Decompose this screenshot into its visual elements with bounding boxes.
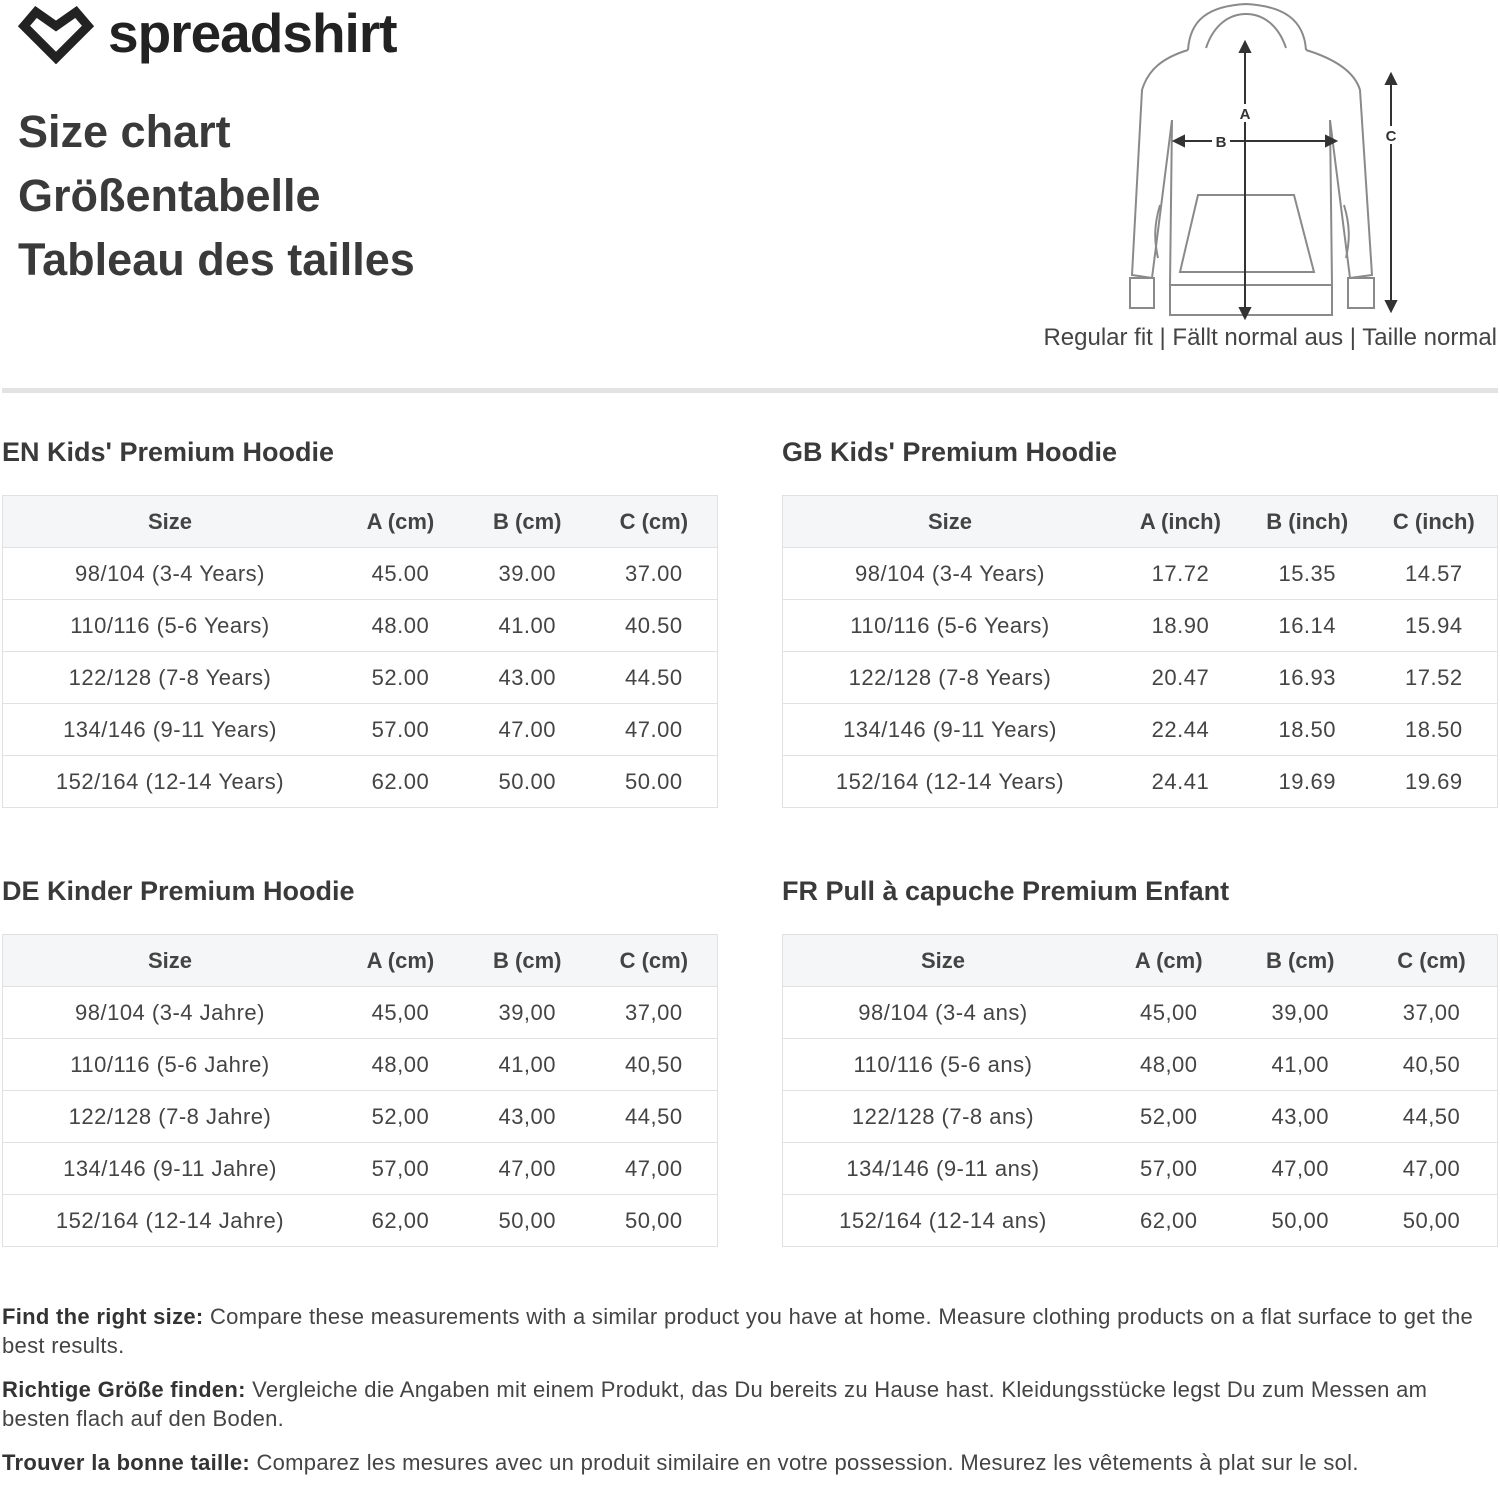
table-cell: 19.69	[1244, 756, 1371, 808]
table-cell: 134/146 (9-11 Years)	[783, 704, 1118, 756]
label-c: C	[1385, 128, 1397, 145]
table-cell: 134/146 (9-11 Years)	[3, 704, 338, 756]
table-cell: 110/116 (5-6 Years)	[783, 600, 1118, 652]
divider	[2, 388, 1498, 393]
column-header: B (cm)	[1235, 935, 1367, 987]
table-cell: 15.35	[1244, 548, 1371, 600]
table-cell: 20.47	[1117, 652, 1244, 704]
table-cell: 24.41	[1117, 756, 1244, 808]
table-header-row	[783, 935, 1498, 987]
table-header-row	[3, 496, 718, 548]
hoodie-measurement-diagram	[1118, 0, 1408, 325]
hoodie-outline	[1130, 4, 1374, 315]
title-en: Size chart	[18, 106, 231, 157]
table-cell: 39,00	[464, 987, 591, 1039]
column-header: C (inch)	[1371, 496, 1498, 548]
column-header: Size	[3, 496, 338, 548]
column-header: B (cm)	[464, 496, 591, 548]
table-cell: 40.50	[591, 600, 718, 652]
table-cell: 18.90	[1117, 600, 1244, 652]
table-row	[783, 1195, 1498, 1247]
column-header: B (cm)	[464, 935, 591, 987]
table-row	[3, 548, 718, 600]
table-cell: 44.50	[591, 652, 718, 704]
table-cell: 45.00	[337, 548, 464, 600]
table-cell: 50,00	[1235, 1195, 1367, 1247]
table-cell: 152/164 (12-14 Years)	[783, 756, 1118, 808]
table-cell: 122/128 (7-8 Jahre)	[3, 1091, 338, 1143]
table-cell: 48,00	[1103, 1039, 1235, 1091]
table-cell: 122/128 (7-8 Years)	[3, 652, 338, 704]
column-header: A (inch)	[1117, 496, 1244, 548]
table-row	[783, 987, 1498, 1039]
note-text: Comparez les mesures avec un produit similaire en votre possession. Mesurez les vêtements à plat sur le sol.	[250, 1450, 1359, 1475]
table-cell: 52.00	[337, 652, 464, 704]
table-cell: 47,00	[591, 1143, 718, 1195]
section-title: FR Pull à capuche Premium Enfant	[782, 876, 1230, 906]
size-table	[2, 495, 718, 808]
column-header: Size	[783, 496, 1118, 548]
table-cell: 45,00	[1103, 987, 1235, 1039]
table-row	[783, 652, 1498, 704]
table-cell: 47.00	[591, 704, 718, 756]
fit-caption: Regular fit | Fällt normal aus | Taille normal	[1043, 324, 1497, 351]
table-cell: 19.69	[1371, 756, 1498, 808]
sizing-notes	[2, 1302, 1492, 1492]
table-header-row	[783, 496, 1498, 548]
column-header: C (cm)	[591, 496, 718, 548]
table-row	[3, 987, 718, 1039]
table-cell: 44,50	[591, 1091, 718, 1143]
table-cell: 50,00	[464, 1195, 591, 1247]
table-cell: 152/164 (12-14 Jahre)	[3, 1195, 338, 1247]
table-cell: 98/104 (3-4 Jahre)	[3, 987, 338, 1039]
table-cell: 152/164 (12-14 ans)	[783, 1195, 1104, 1247]
table-cell: 52,00	[337, 1091, 464, 1143]
table-cell: 47,00	[464, 1143, 591, 1195]
table-cell: 16.14	[1244, 600, 1371, 652]
table-cell: 57.00	[337, 704, 464, 756]
table-cell: 17.72	[1117, 548, 1244, 600]
table-cell: 50.00	[464, 756, 591, 808]
table-cell: 15.94	[1371, 600, 1498, 652]
table-cell: 37.00	[591, 548, 718, 600]
size-table	[2, 934, 718, 1247]
size-table-gb	[782, 432, 1498, 808]
table-header-row	[3, 935, 718, 987]
table-cell: 43,00	[1235, 1091, 1367, 1143]
table-row	[783, 1039, 1498, 1091]
table-row	[3, 756, 718, 808]
section-title: DE Kinder Premium Hoodie	[2, 876, 355, 906]
label-b: B	[1215, 134, 1227, 151]
column-header: A (cm)	[337, 935, 464, 987]
column-header: A (cm)	[337, 496, 464, 548]
table-cell: 48,00	[337, 1039, 464, 1091]
size-table-de	[2, 871, 718, 1247]
title-de: Größentabelle	[18, 170, 321, 221]
column-header: B (inch)	[1244, 496, 1371, 548]
table-row	[783, 1143, 1498, 1195]
table-row	[3, 1143, 718, 1195]
section-title: GB Kids' Premium Hoodie	[782, 437, 1117, 467]
table-cell: 98/104 (3-4 Years)	[783, 548, 1118, 600]
table-cell: 122/128 (7-8 Years)	[783, 652, 1118, 704]
table-cell: 40,50	[1366, 1039, 1498, 1091]
table-cell: 50.00	[591, 756, 718, 808]
table-row	[783, 548, 1498, 600]
note-text: Compare these measurements with a similar product you have at home. Measure clothing products on a flat surface to get the best results.	[2, 1304, 1474, 1358]
table-row	[3, 1039, 718, 1091]
table-cell: 43,00	[464, 1091, 591, 1143]
table-cell: 110/116 (5-6 Jahre)	[3, 1039, 338, 1091]
table-cell: 40,50	[591, 1039, 718, 1091]
table-cell: 62,00	[1103, 1195, 1235, 1247]
heart-logo-icon	[18, 2, 94, 64]
brand-name: spreadshirt	[108, 1, 397, 64]
table-cell: 62,00	[337, 1195, 464, 1247]
table-cell: 134/146 (9-11 ans)	[783, 1143, 1104, 1195]
table-row	[3, 704, 718, 756]
table-cell: 57,00	[337, 1143, 464, 1195]
page-titles	[18, 100, 415, 292]
size-table	[782, 934, 1498, 1247]
table-cell: 57,00	[1103, 1143, 1235, 1195]
table-cell: 110/116 (5-6 ans)	[783, 1039, 1104, 1091]
table-cell: 39.00	[464, 548, 591, 600]
table-cell: 152/164 (12-14 Years)	[3, 756, 338, 808]
table-cell: 37,00	[591, 987, 718, 1039]
table-cell: 44,50	[1366, 1091, 1498, 1143]
table-row	[783, 1091, 1498, 1143]
note-en	[2, 1302, 1492, 1360]
table-cell: 48.00	[337, 600, 464, 652]
table-cell: 47,00	[1366, 1143, 1498, 1195]
note-text: Vergleiche die Angaben mit einem Produkt, das Du bereits zu Hause hast. Kleidungsstücke legst Du zum Messen am besten flach auf den Boden.	[2, 1377, 1428, 1431]
note-de	[2, 1375, 1492, 1433]
table-row	[3, 1091, 718, 1143]
table-cell: 22.44	[1117, 704, 1244, 756]
column-header: A (cm)	[1103, 935, 1235, 987]
table-cell: 16.93	[1244, 652, 1371, 704]
table-cell: 110/116 (5-6 Years)	[3, 600, 338, 652]
table-cell: 43.00	[464, 652, 591, 704]
title-fr: Tableau des tailles	[18, 234, 415, 285]
table-row	[3, 652, 718, 704]
table-cell: 39,00	[1235, 987, 1367, 1039]
table-row	[3, 600, 718, 652]
table-cell: 18.50	[1244, 704, 1371, 756]
table-cell: 52,00	[1103, 1091, 1235, 1143]
section-title: EN Kids' Premium Hoodie	[2, 437, 334, 467]
note-label: Trouver la bonne taille:	[2, 1450, 251, 1475]
table-cell: 98/104 (3-4 ans)	[783, 987, 1104, 1039]
table-cell: 134/146 (9-11 Jahre)	[3, 1143, 338, 1195]
table-row	[3, 1195, 718, 1247]
label-a: A	[1239, 106, 1251, 123]
table-row	[783, 756, 1498, 808]
table-cell: 17.52	[1371, 652, 1498, 704]
table-row	[783, 600, 1498, 652]
spreadshirt-logo	[18, 2, 397, 64]
table-cell: 45,00	[337, 987, 464, 1039]
table-cell: 47,00	[1235, 1143, 1367, 1195]
table-cell: 41,00	[464, 1039, 591, 1091]
size-table-en	[2, 432, 718, 808]
table-cell: 50,00	[1366, 1195, 1498, 1247]
table-cell: 47.00	[464, 704, 591, 756]
note-label: Find the right size:	[2, 1304, 204, 1329]
column-header: C (cm)	[591, 935, 718, 987]
column-header: Size	[783, 935, 1104, 987]
note-label: Richtige Größe finden:	[2, 1377, 246, 1402]
size-table	[782, 495, 1498, 808]
column-header: Size	[3, 935, 338, 987]
size-table-fr	[782, 871, 1498, 1247]
table-cell: 37,00	[1366, 987, 1498, 1039]
table-cell: 41.00	[464, 600, 591, 652]
table-cell: 50,00	[591, 1195, 718, 1247]
table-row	[783, 704, 1498, 756]
column-header: C (cm)	[1366, 935, 1498, 987]
note-fr	[2, 1448, 1492, 1477]
table-cell: 14.57	[1371, 548, 1498, 600]
table-cell: 18.50	[1371, 704, 1498, 756]
table-cell: 122/128 (7-8 ans)	[783, 1091, 1104, 1143]
table-cell: 41,00	[1235, 1039, 1367, 1091]
table-cell: 98/104 (3-4 Years)	[3, 548, 338, 600]
table-cell: 62.00	[337, 756, 464, 808]
